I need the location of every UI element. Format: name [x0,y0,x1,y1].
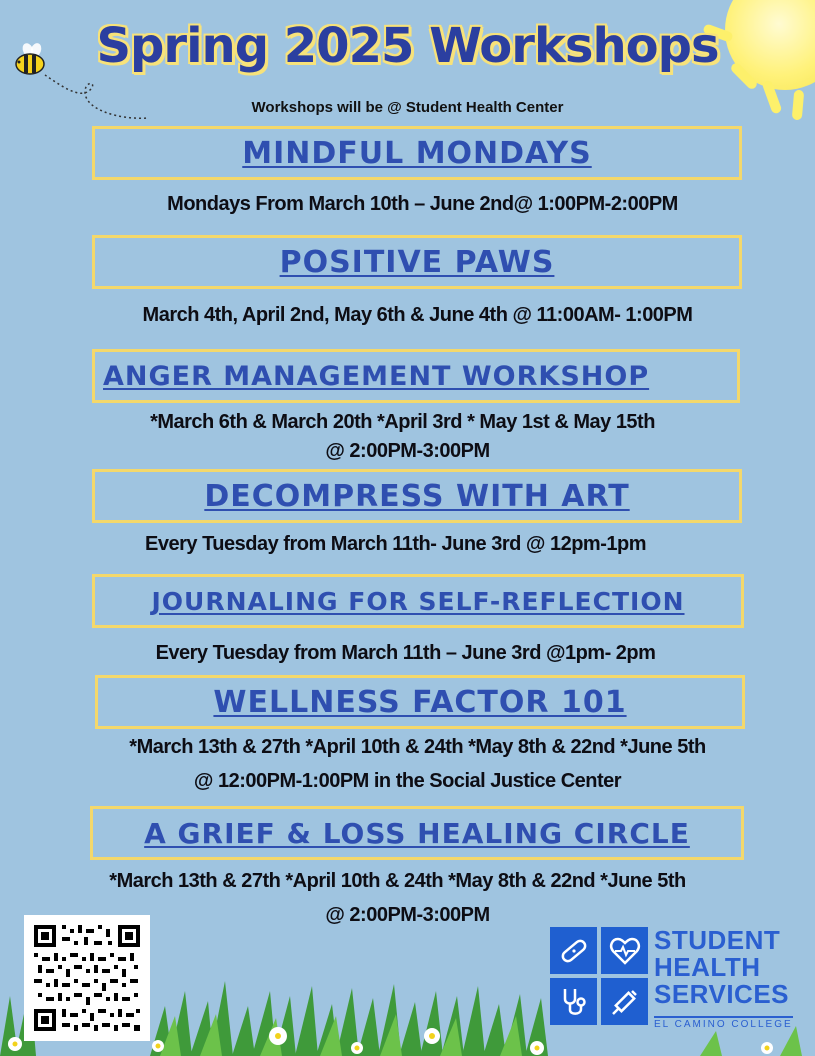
workshop-schedule-time: @ 12:00PM-1:00PM in the Social Justice Center [193,770,622,792]
student-health-services-logo [550,927,800,1031]
workshop-heading-box [92,574,744,628]
heart-pulse-icon [601,927,648,974]
workshop-schedule: *March 13th & 27th *April 10th & 24th *May 8th & 22nd *June 5th [129,736,706,758]
page-title: Spring 2025 Workshops [96,18,719,74]
page-subtitle: Workshops will be @ Student Health Center [251,99,564,116]
workshop-name: A GRIEF & LOSS HEALING CIRCLE [144,816,690,850]
bandage-icon [550,927,597,974]
workshop-heading-box [92,349,740,403]
syringe-icon [601,978,648,1025]
logo-icon-grid [550,927,648,1025]
workshop-name: JOURNALING FOR SELF-REFLECTION [151,586,685,616]
workshop-heading-box [92,235,742,289]
workshop-name: POSITIVE PAWS [279,244,555,280]
workshop-name: ANGER MANAGEMENT WORKSHOP [103,360,650,392]
workshop-schedule: Every Tuesday from March 11th – June 3rd @1pm- 2pm [155,642,656,664]
workshop-schedule-time: @ 2:00PM-3:00PM [325,904,490,926]
workshop-heading-box [92,126,742,180]
workshop-schedule: Mondays From March 10th – June 2nd@ 1:00PM-2:00PM [167,193,678,215]
workshop-heading-box [95,675,745,729]
workshop-heading-box [90,806,744,860]
logo-college-name: EL CAMINO COLLEGE [654,1016,793,1030]
qr-code[interactable] [24,915,150,1041]
stethoscope-icon [550,978,597,1025]
workshop-name: MINDFUL MONDAYS [242,135,592,171]
workshop-schedule: March 4th, April 2nd, May 6th & June 4th @ 11:00AM- 1:00PM [142,304,693,326]
workshop-name: DECOMPRESS WITH ART [204,478,630,514]
workshop-schedule-time: @ 2:00PM-3:00PM [325,440,490,462]
workshop-schedule: *March 6th & March 20th *April 3rd * May 1st & May 15th [150,411,655,433]
logo-wordmark [654,927,789,1008]
logo-line: SERVICES [654,979,790,1009]
qr-code-icon [24,915,150,1041]
logo-line: HEALTH [654,952,761,982]
workshop-schedule: Every Tuesday from March 11th- June 3rd @ 12pm-1pm [145,533,646,555]
workshop-name: WELLNESS FACTOR 101 [213,684,627,720]
workshop-schedule: *March 13th & 27th *April 10th & 24th *May 8th & 22nd *June 5th [109,870,686,892]
workshop-heading-box [92,469,742,523]
logo-line: STUDENT [654,925,781,955]
